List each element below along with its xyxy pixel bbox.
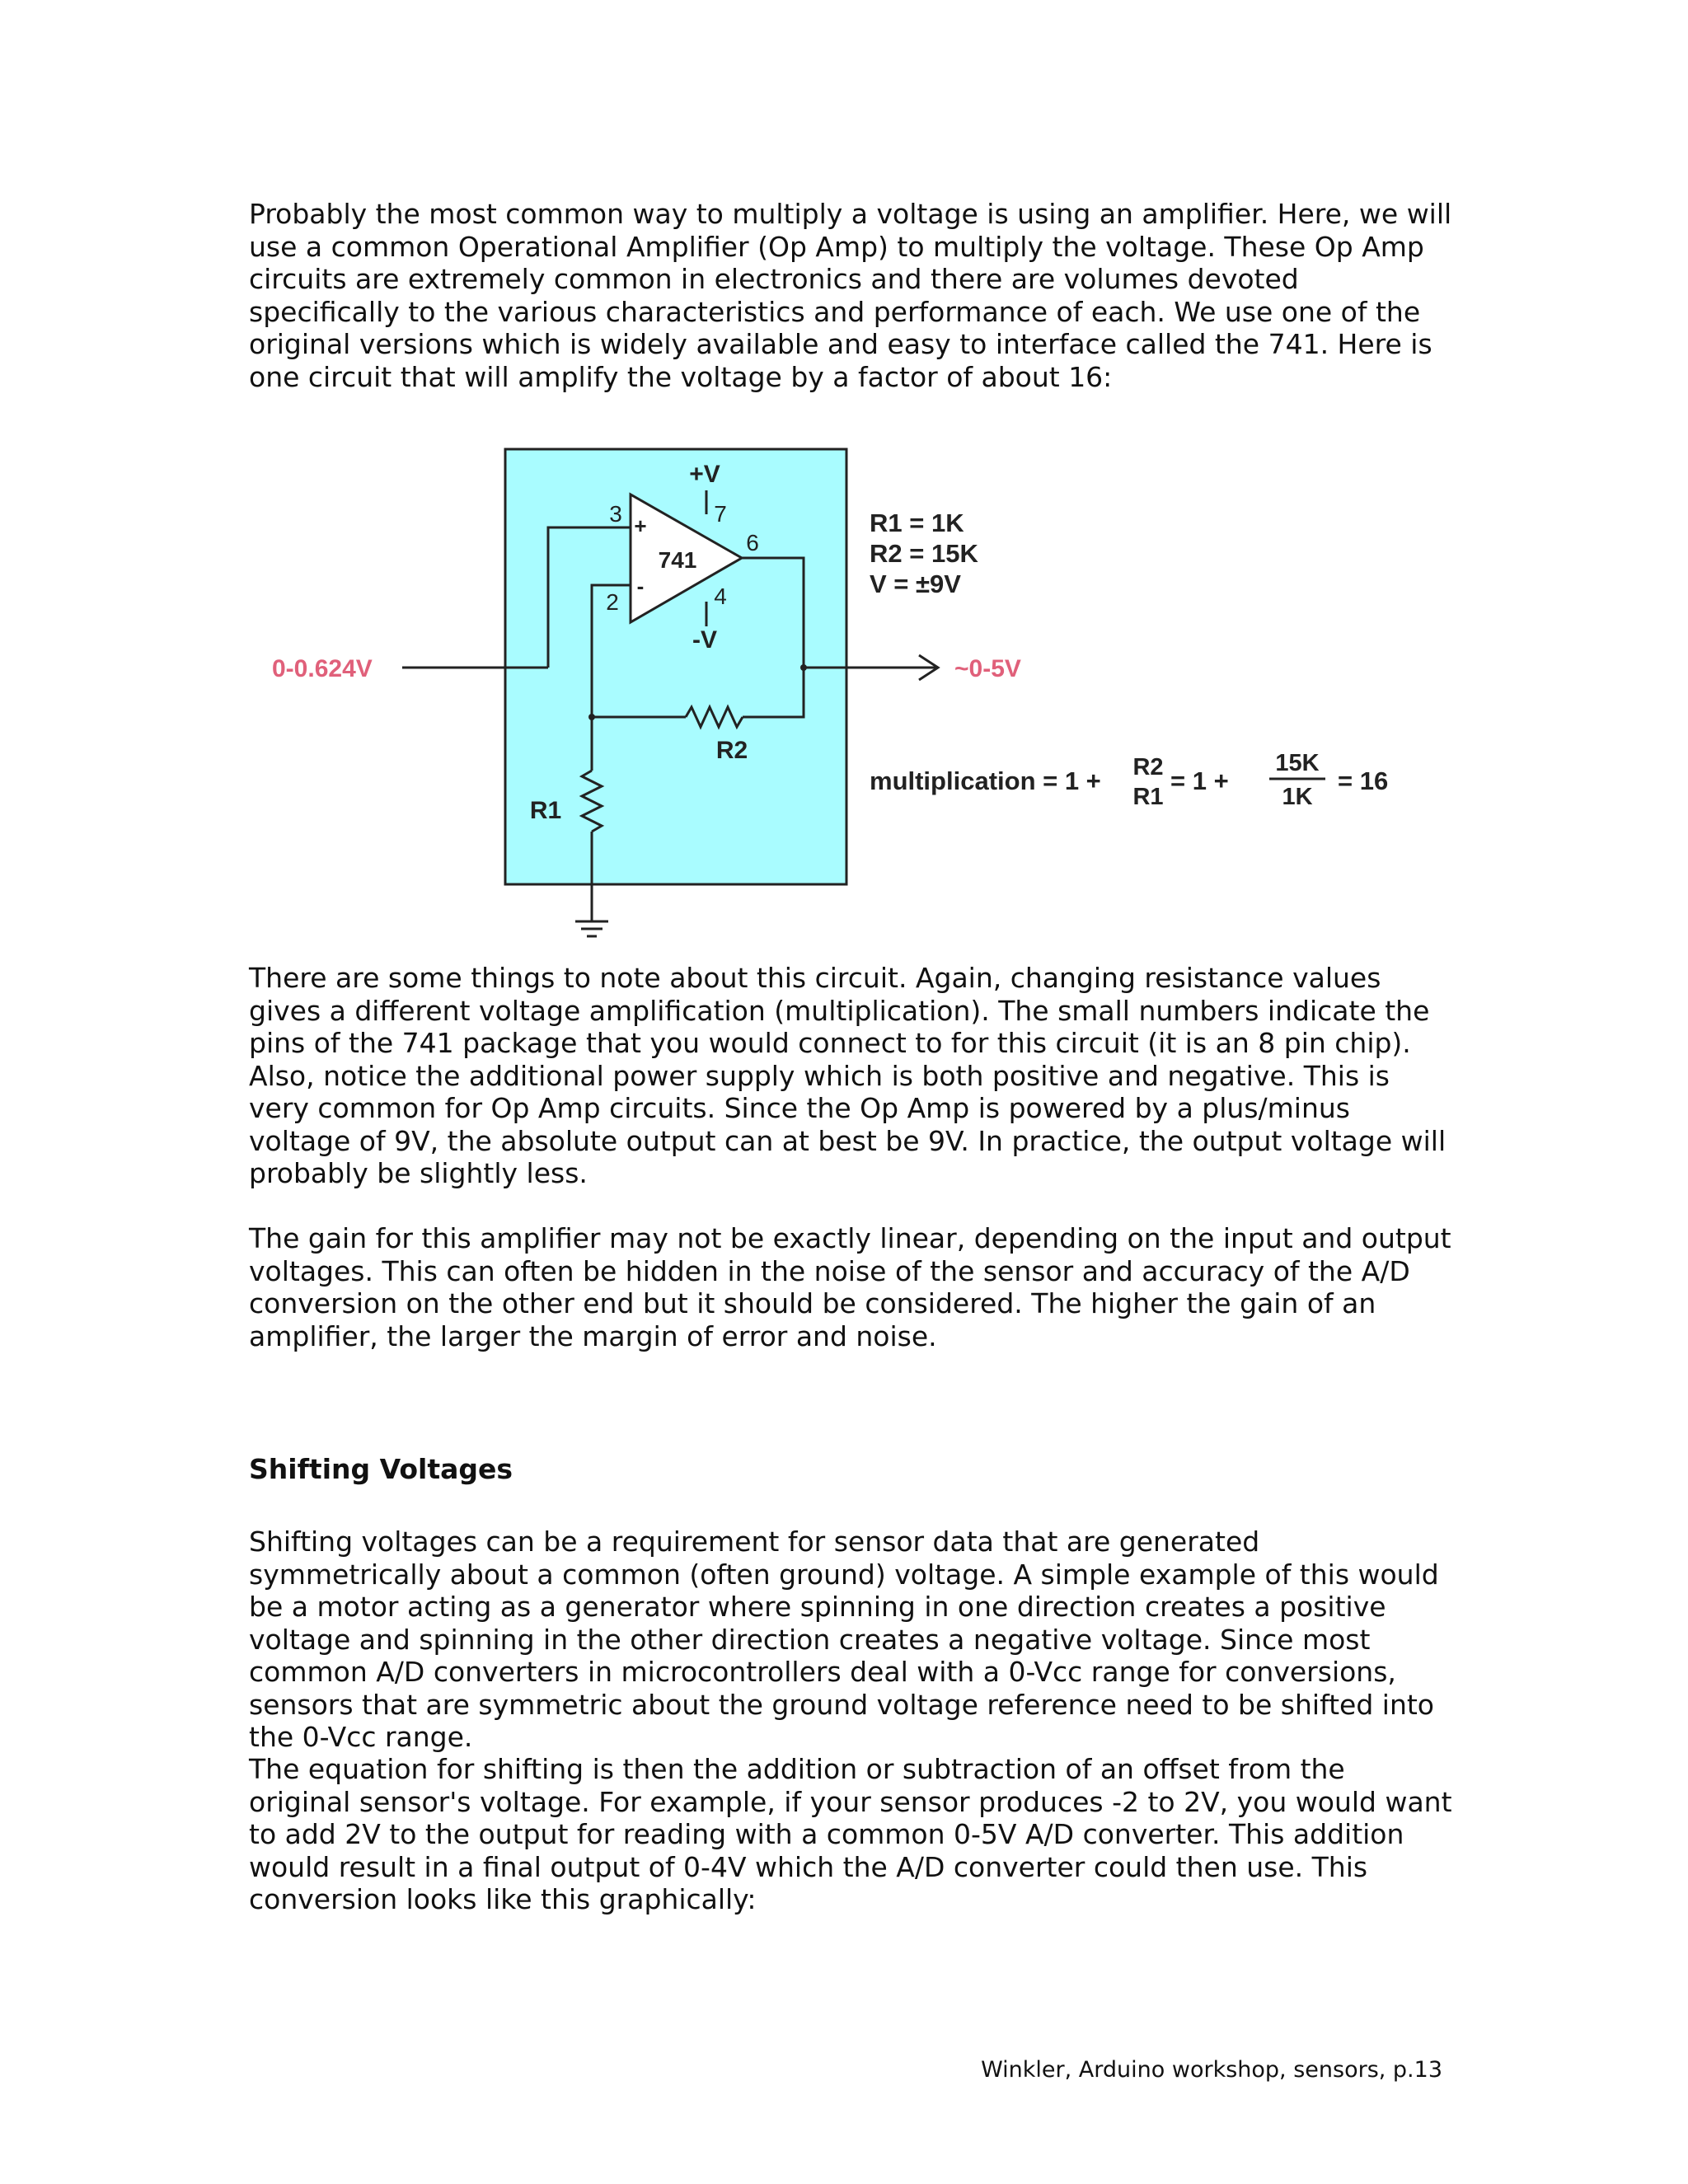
gain-linearity-paragraph: The gain for this amplifier may not be exactly linear, depending on the input and output voltages. This can often be hidden in the noise of the sensor and accuracy of the A/D conversion on the other end but it should be considered. The higher the gain of an amplifier, the larger the margin of error and noise. (249, 1222, 1451, 1352)
r2-value: R2 = 15K (870, 539, 978, 568)
ground-icon (575, 921, 608, 936)
op-amp-circuit-diagram (264, 445, 1434, 948)
input-voltage-label: 0-0.624V (272, 655, 373, 682)
page-footer: Winkler, Arduino workshop, sensors, p.13 (981, 2057, 1442, 2083)
formula-middle: = 1 + (1170, 766, 1229, 795)
formula-numerator-r2: R2 (1132, 754, 1164, 780)
negative-supply-label: -V (692, 626, 717, 654)
formula-prefix: multiplication = 1 + (870, 766, 1101, 795)
plus-input-sign: + (634, 513, 647, 538)
output-voltage-label: ~0-5V (954, 655, 1021, 682)
formula-denominator-1k: 1K (1282, 784, 1313, 810)
pin-4-label: 4 (714, 583, 727, 609)
r1-label: R1 (529, 797, 562, 824)
pin-3-label: 3 (609, 501, 622, 527)
section-heading: Shifting Voltages (249, 1453, 513, 1485)
formula-numerator-15k: 15K (1275, 750, 1320, 776)
positive-supply-label: +V (689, 461, 720, 488)
op-amp-circuit-figure (264, 445, 1434, 948)
chip-label: 741 (658, 547, 697, 573)
pin-6-label: 6 (746, 530, 759, 555)
circuit-notes-paragraph: There are some things to note about this circuit. Again, changing resistance values gives a different voltage amplification (multiplication). The small numbers indicate the pins of the 741 package that you would connect to for this circuit (it is an 8 pin chip). Also, notice the additional power supply which is both positive and negative. This is very common for Op Amp circuits. Since the Op Amp is powered by a plus/minus voltage of 9V, the absolute output can at best be 9V. In practice, the output voltage will probably be slightly less. (249, 962, 1447, 1189)
r1-value: R1 = 1K (870, 509, 964, 537)
shifting-equation-paragraph: The equation for shifting is then the addition or subtraction of an offset from the original sensor's voltage. For example, if your sensor produces -2 to 2V, you would want to add 2V to the output for reading with a common 0-5V A/D converter. This addition would result in a final output of 0-4V which the A/D converter could then use. This conversion looks like this graphically: (249, 1753, 1452, 1915)
gain-formula (870, 750, 1388, 810)
shifting-intro-paragraph: Shifting voltages can be a requirement for sensor data that are generated symmetrically about a common (often ground) voltage. A simple example of this would be a motor acting as a generator where spinning in one direction creates a positive voltage and spinning in the other direction creates a negative voltage. Since most common A/D converters in microcontrollers deal with a 0-Vcc range for conversions, sensors that are symmetric about the ground voltage reference need to be shifted into the 0-Vcc range. (249, 1526, 1439, 1753)
pin-7-label: 7 (714, 501, 727, 527)
formula-result: = 16 (1338, 766, 1389, 795)
supply-value: V = ±9V (870, 569, 961, 598)
formula-denominator-r1: R1 (1132, 784, 1164, 810)
r2-label: R2 (715, 737, 748, 764)
intro-paragraph: Probably the most common way to multiply a voltage is using an amplifier. Here, we will use a common Operational Amplifier (Op Amp) to multiply the voltage. These Op Amp circuits are extremely common in electronics and there are volumes devoted specifically to the various characteristics and performance of each. We use one of the original versions which is widely available and easy to interface called the 741. Here is one circuit that will amplify the voltage by a factor of about 16: (249, 198, 1452, 393)
minus-input-sign: - (636, 574, 645, 598)
pin-2-label: 2 (606, 589, 619, 615)
